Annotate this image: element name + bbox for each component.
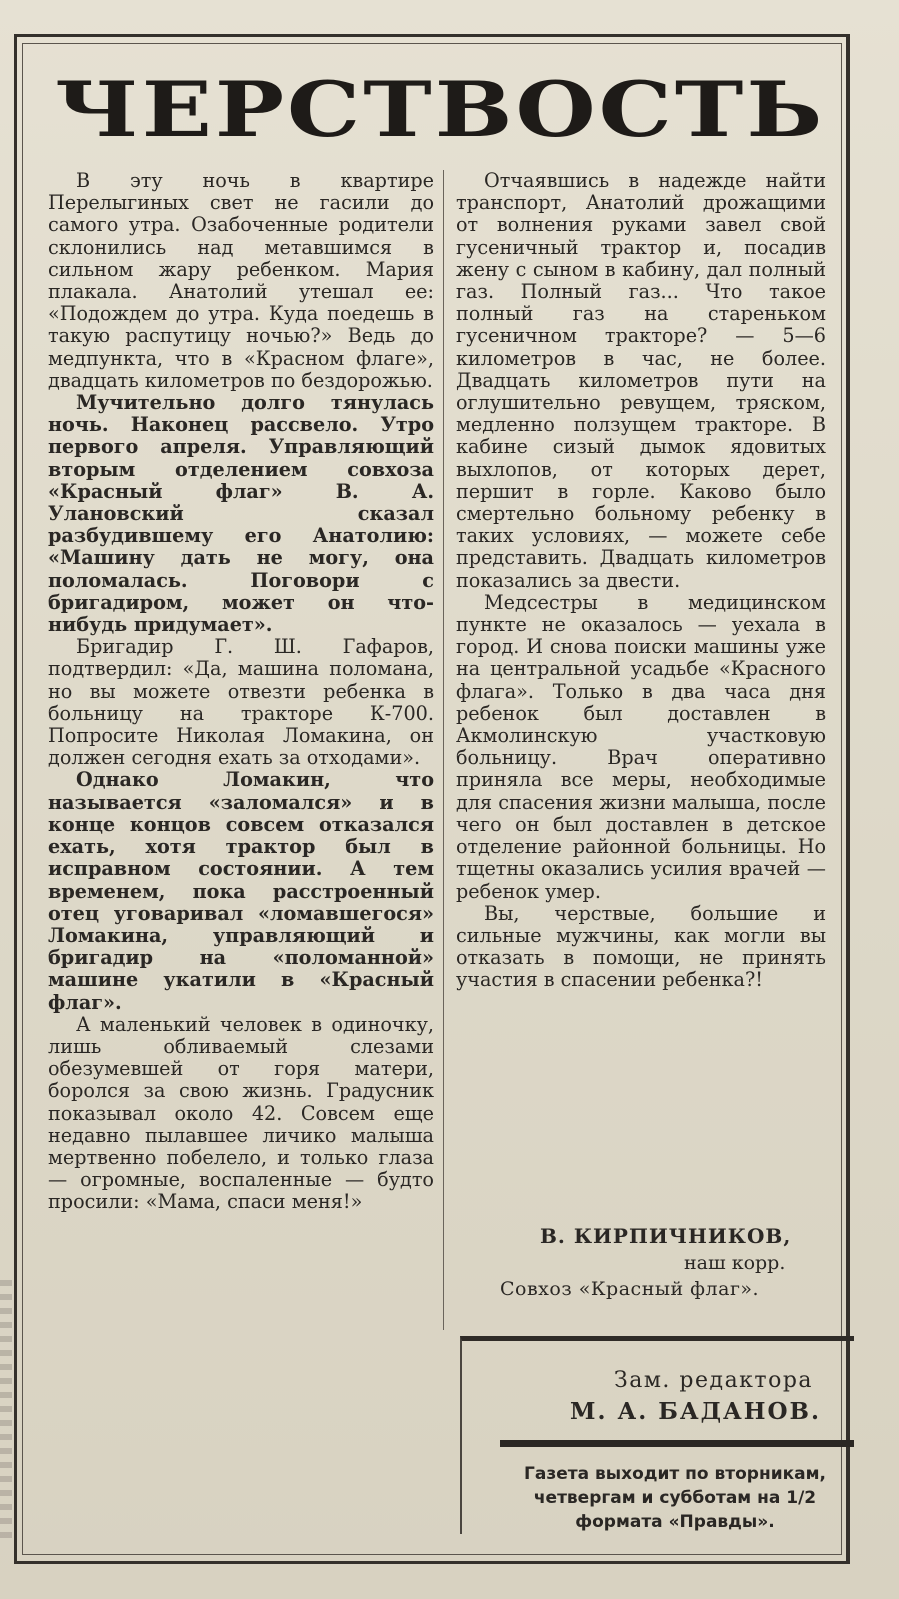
paragraph: Бригадир Г. Ш. Гафаров, подтвердил: «Да, машина поломана, но вы можете отвезти ребенка в больницу на тракторе К-700. Попросите Николая Ломакина, он должен сегодня ехать за отходами». xyxy=(48,635,434,770)
paragraph: Мучительно долго тянулась ночь. Наконец рассвело. Утро первого апреля. Управляющий вторым отделением совхоза «Красный флаг» В. А. Улановский сказал разбудившему его Анатолию: «Машину дать не могу, она поломалась. Поговори с бригадиром, может он что-нибудь придумает». xyxy=(48,391,434,637)
editor-name: М. А. БАДАНОВ. xyxy=(570,1398,822,1425)
headline: ЧЕРСТВОСТЬ xyxy=(54,65,826,154)
editor-title: Зам. редактора xyxy=(614,1368,814,1393)
author-place: Совхоз «Красный флаг». xyxy=(500,1278,760,1300)
author-role: наш корр. xyxy=(684,1252,786,1274)
paragraph: Отчаявшись в надежде найти транспорт, Анатолий дрожащими от волнения руками завел свой гусеничный трактор и, посадив жену с сыном в кабину, дал полный газ. Полный газ... Что такое полный газ на стареньком гусеничном тракторе? — 5—6 километров в час, не более. Двадцать километров пути на оглушительно ревущем, тряском, медленно ползущем тракторе. В кабине сизый дымок ядовитых выхлопов, от которых дерет, першит в горле. Каково было смертельно больному ребенку в таких условиях, — можете себе представить. Двадцать километров показались за двести. xyxy=(456,169,826,592)
paragraph: В эту ночь в квартире Перелыгиных свет не гасили до самого утра. Озабоченные родители склонились над метавшимся в сильном жару ребенком. Мария плакала. Анатолий утешал ее: «Подождем до утра. Куда поедешь в такую распутицу ночью?» Ведь до медпункта, что в «Красном флаге», двадцать километров по бездорожью. xyxy=(48,169,434,392)
right-column xyxy=(456,170,826,992)
paragraph: Вы, черствые, большие и сильные мужчины, как могли вы отказать в помощи, не принять участия в спасении ребенка?! xyxy=(456,901,826,992)
paragraph: Однако Ломакин, что называется «заломался» и в конце концов совсем отказался ехать, хотя трактор был в исправном состоянии. А тем временем, пока расстроенный отец уговаривал «ломавшегося» Ломакина, управляющий и бригадир на «поломанной» машине укатили в «Красный флаг». xyxy=(48,768,434,1014)
editor-rule xyxy=(500,1440,854,1447)
left-column xyxy=(48,170,434,1214)
column-divider xyxy=(443,170,444,1330)
paper-edge-damage xyxy=(0,1280,12,1540)
paragraph: А маленький человек в одиночку, лишь обливаемый слезами обезумевшей от горя матери, боролся за свою жизнь. Градусник показывал около 42. Совсем еще недавно пылавшее личико малыша мертвенно побелело, и только глаза — огромные, воспаленные — будто просили: «Мама, спаси меня!» xyxy=(48,1012,434,1214)
author-name: В. КИРПИЧНИКОВ, xyxy=(540,1224,792,1248)
publication-frequency-note: Газета выходит по вторникам, четвергам и субботам на 1/2 формата «Правды». xyxy=(524,1464,826,1532)
paragraph: Медсестры в медицинском пункте не оказалось — уехала в город. И снова поиски машины уже на центральной усадьбе «Красного флага». Только в два часа дня ребенок был доставлен в Акмолинскую участковую больницу. Врач оперативно приняла все меры, необходимые для спасения жизни малыша, после чего он был доставлен в детское отделение районной больницы. Но тщетны оказались усилия врачей — ребенок умер. xyxy=(456,590,826,903)
